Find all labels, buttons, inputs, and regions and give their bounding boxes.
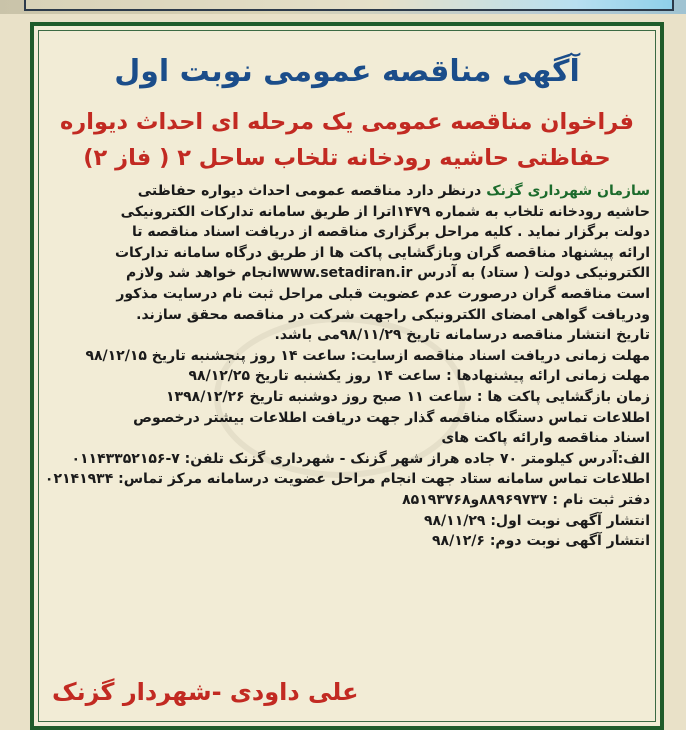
body-line: زمان بازگشایی پاکت ها : ساعت ۱۱ صبح روز دوشنبه تاریخ ۱۳۹۸/۱۲/۲۶: [166, 388, 650, 405]
body-line: حاشیه رودخانه تلخاب به شماره ۱۴۷۹اترا از طریق سامانه تدارکات الکترونیکی: [120, 203, 650, 220]
subtitle-line: حفاظتی حاشیه رودخانه تلخاب ساحل ۲ ( فاز ۲): [83, 145, 611, 171]
notice-body: [44, 181, 650, 552]
body-line: انتشار آگهی نوبت دوم: ۹۸/۱۲/۶: [432, 533, 650, 550]
top-edge-strip: [0, 0, 686, 14]
body-line: [44, 181, 650, 202]
body-line: الف:آدرس کیلومتر ۷۰ جاده هراز شهر گزنک - شهرداری گزنک تلفن: ۷-۰۱۱۴۳۳۵۲۱۵۶: [71, 450, 650, 467]
signature: علی داودی -شهردار گزنک: [52, 678, 359, 706]
body-line: دولت برگزار نماید . کلیه مراحل برگزاری مناقصه از دریافت اسناد مناقصه تا: [131, 224, 650, 241]
body-line: مهلت زمانی دریافت اسناد مناقصه ازسایت: ساعت ۱۴ روز پنجشنبه تاریخ ۹۸/۱۲/۱۵: [85, 347, 650, 364]
subtitle: [40, 104, 654, 176]
top-edge-bar: [24, 0, 674, 11]
subtitle-line: فراخوان مناقصه عمومی یک مرحله ای احداث دیواره: [60, 109, 634, 135]
body-line: اطلاعات تماس دستگاه مناقصه گذار جهت دریافت اطلاعات بیشتر درخصوص: [133, 409, 650, 426]
body-line: مهلت زمانی ارائه پیشنهادها : ساعت ۱۴ روز یکشنبه تاریخ ۹۸/۱۲/۲۵: [188, 368, 650, 385]
body-line: دفتر ثبت نام : ۸۸۹۶۹۷۳۷و۸۵۱۹۳۷۶۸: [402, 491, 650, 508]
body-line: انتشار آگهی نوبت اول: ۹۸/۱۱/۲۹: [423, 512, 650, 529]
ad-frame: [30, 22, 664, 730]
body-line: الکترونیکی دولت ( ستاد) به آدرس www.setadiran.irانجام خواهد شد ولازم: [125, 265, 650, 282]
page-title: آگهی مناقصه عمومی نوبت اول: [114, 54, 580, 89]
body-line: اطلاعات تماس سامانه ستاد جهت انجام مراحل عضویت درسامانه مرکز تماس: ۰۲۱۴۱۹۳۴: [44, 471, 650, 488]
body-line: است مناقصه گران درصورت عدم عضویت قبلی مراحل ثبت نام درسایت مذکور: [116, 285, 650, 302]
organization-name: سازمان شهرداری گزنک: [486, 183, 650, 199]
body-line: اسناد مناقصه وارائه پاکت های: [441, 430, 650, 447]
body-line: ودریافت گواهی امضای الکترونیکی راجهت شرکت در مناقصه محقق سازند.: [136, 306, 650, 323]
body-line: ارائه پیشنهاد مناقصه گران وبازگشایی پاکت ها از طریق درگاه سامانه تدارکات: [114, 244, 650, 261]
body-line-text: درنظر دارد مناقصه عمومی احداث دیواره حفاظتی: [137, 183, 482, 199]
body-line: تاریخ انتشار مناقصه درسامانه تاریخ ۹۸/۱۱/۲۹می باشد.: [274, 327, 650, 344]
